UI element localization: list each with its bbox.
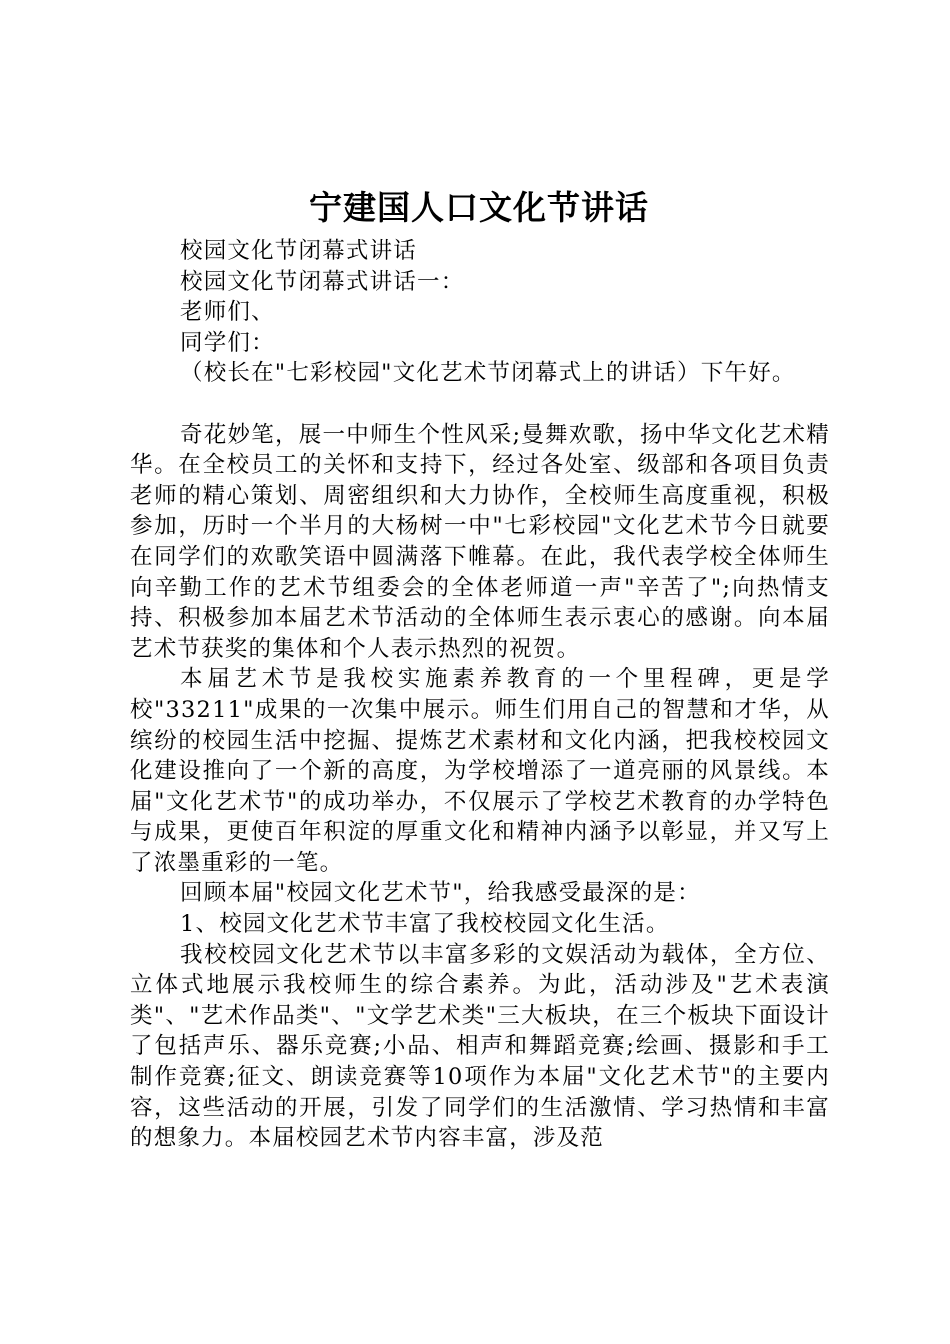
paragraph: 我校校园文化艺术节以丰富多彩的文娱活动为载体，全方位、立体式地展示我校师生的综合素养。为此，活动涉及"艺术表演类"、"艺术作品类"、"文学艺术类"三大板块，在三个板块下面设计了包括声乐、器乐竞赛;小品、相声和舞蹈竞赛;绘画、摄影和手工制作竞赛;征文、朗读竞赛等10项作为本届"文化艺术节"的主要内容，这些活动的开展，引发了同学们的生活激情、学习热情和丰富的想象力。本届校园艺术节内容丰富，涉及范 <box>130 941 830 1152</box>
document-title: 宁建国人口文化节讲话 <box>309 188 649 227</box>
paragraph: 校园文化节闭幕式讲话 <box>180 238 418 264</box>
paragraph: 同学们： <box>180 329 275 356</box>
document-body <box>130 236 830 1154</box>
paragraph: 老师们、 <box>180 299 275 326</box>
paragraph: 本届艺术节是我校实施素养教育的一个里程碑，更是学校"33211"成果的一次集中展示。师生们用自己的智慧和才华，从缤纷的校园生活中挖掘、提炼艺术素材和文化内涵，把我校校园文化建设推向了一个新的高度，为学校增添了一道亮丽的风景线。本届"文化艺术节"的成功举办，不仅展示了学校艺术教育的办学特色与成果，更使百年积淀的厚重文化和精神内涵予以彰显，并又写上了浓墨重彩的一笔。 <box>130 666 830 876</box>
paragraph: 1、校园文化艺术节丰富了我校校园文化生活。 <box>180 911 670 938</box>
paragraph: （校长在"七彩校园"文化艺术节闭幕式上的讲话）下午好。 <box>180 360 796 387</box>
paragraph: 校园文化节闭幕式讲话一： <box>180 268 465 295</box>
paragraph: 回顾本届"校园文化艺术节"，给我感受最深的是： <box>180 880 701 907</box>
blank-line <box>130 389 830 420</box>
paragraph: 奇花妙笔，展一中师生个性风采;曼舞欢歌，扬中华文化艺术精华。在全校员工的关怀和支持下，经过各处室、级部和各项目负责老师的精心策划、周密组织和大力协作，全校师生高度重视，积极参加，历时一个半月的大杨树一中"七彩校园"文化艺术节今日就要在同学们的欢歌笑语中圆满落下帷幕。在此，我代表学校全体师生向辛勤工作的艺术节组委会的全体老师道一声"辛苦了";向热情支持、积极参加本届艺术节活动的全体师生表示衷心的感谢。向本届艺术节获奖的集体和个人表示热烈的祝贺。 <box>130 421 830 662</box>
